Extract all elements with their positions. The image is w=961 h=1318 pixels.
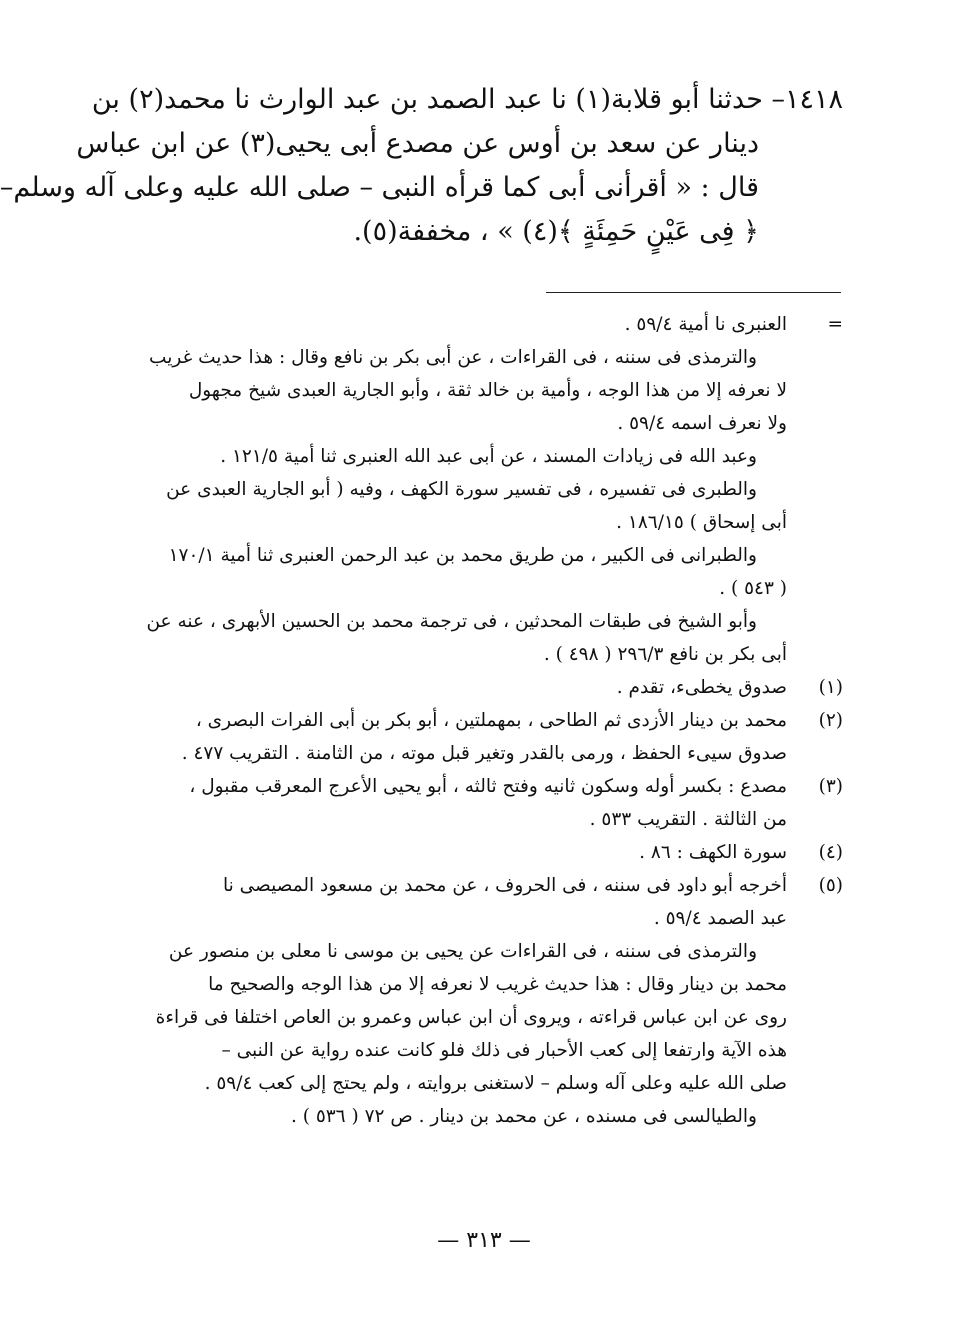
footnotes	[143, 308, 843, 1133]
footnote-line: وعبد الله فى زيادات المسند ، عن أبى عبد الله العنبرى ثنا أمية ١٢١/٥ .	[220, 446, 757, 467]
footnote-line: والطبرى فى تفسيره ، فى تفسير سورة الكهف ، وفيه ( أبو الجارية العبدى عن	[166, 479, 757, 500]
footnote-line: والطبرانى فى الكبير ، من طريق محمد بن عبد الرحمن العنبرى ثنا أمية ١٧٠/١	[168, 545, 757, 566]
footnote-line: ولا نعرف اسمه ٥٩/٤ .	[617, 413, 787, 434]
footnote-marker: (٣)	[818, 776, 843, 797]
footnote-1	[143, 671, 843, 704]
footnote-2	[143, 704, 843, 737]
footnote-text: صدوق سيىء الحفظ ، ورمى بالقدر وتغير قبل موته ، من الثامنة . التقريب ٤٧٧ .	[181, 743, 787, 764]
footnote-line: لا نعرفه إلا من هذا الوجه ، وأمية بن خالد ثقة ، وأبو الجارية العبدى شيخ مجهول	[188, 380, 787, 401]
hadith-line-1: ١٤١٨– حدثنا أبو قلابة(١) نا عبد الصمد بن عبد الوارث نا محمد(٢) بن	[91, 84, 843, 115]
hadith-line-3: قال : « أقرأنى أبى كما قرأه النبى – صلى الله عليه وعلى آله وسلم–	[0, 172, 759, 203]
footnote-text: مصدع : بكسر أوله وسكون ثانيه وفتح ثالثه ، أبو يحيى الأعرج المعرقب مقبول ،	[189, 776, 787, 797]
footnote-line: أبى إسحاق ) ١٨٦/١٥ .	[616, 512, 787, 533]
footnote-line: والترمذى فى سننه ، فى القراءات ، عن أبى بكر بن نافع وقال : هذا حديث غريب	[149, 347, 757, 368]
footnote-divider	[546, 292, 841, 293]
footnote-text: صدوق يخطىء، تقدم .	[616, 677, 787, 698]
footnote-3	[143, 770, 843, 803]
footnote-continuation	[143, 308, 843, 341]
footnote-text: سورة الكهف : ٨٦ .	[639, 842, 787, 863]
footnote-5	[143, 869, 843, 902]
footnote-line: ( ٥٤٣ ) .	[719, 578, 787, 599]
footnote-marker: (١)	[818, 677, 843, 698]
footnote-line: روى عن ابن عباس قراءته ، ويروى أن ابن عباس وعمرو بن العاص اختلفا فى قراءة	[155, 1007, 787, 1028]
footnote-line: هذه الآية وارتفعا إلى كعب الأحبار فى ذلك فلو كانت عنده رواية عن النبى –	[221, 1040, 787, 1061]
footnote-marker: (٤)	[818, 842, 843, 863]
footnote-line: محمد بن دينار وقال : هذا حديث غريب لا نعرفه إلا من هذا الوجه والصحيح ما	[208, 974, 787, 995]
continuation-marker: =	[827, 314, 843, 335]
footnote-text: عبد الصمد ٥٩/٤ .	[653, 908, 787, 929]
footnote-text: محمد بن دينار الأزدى ثم الطاحى ، بمهملتين ، أبو بكر بن أبى الفرات البصرى ،	[195, 710, 787, 731]
page-number: — ٣١٣ —	[437, 1228, 531, 1253]
footnote-line: العنبرى نا أمية ٥٩/٤ .	[624, 314, 787, 335]
footnote-text: أخرجه أبو داود فى سننه ، فى الحروف ، عن محمد بن مسعود المصيصى نا	[222, 875, 787, 896]
footnote-line: أبى بكر بن نافع ٢٩٦/٣ ( ٤٩٨ ) .	[543, 644, 787, 665]
footnote-line: وأبو الشيخ فى طبقات المحدثين ، فى ترجمة محمد بن الحسين الأبهرى ، عنه عن	[146, 611, 757, 632]
hadith-line-4: ﴿ فِى عَيْنٍ حَمِئَةٍ ﴾(٤) » ، مخففة(٥).	[353, 216, 759, 247]
footnote-marker: (٢)	[818, 710, 843, 731]
footnote-marker: (٥)	[818, 875, 843, 896]
footnote-4	[143, 836, 843, 869]
footnote-line: والطيالسى فى مسنده ، عن محمد بن دينار . ص ٧٢ ( ٥٣٦ ) .	[290, 1106, 757, 1127]
footnote-line: والترمذى فى سننه ، فى القراءات عن يحيى بن موسى نا معلى بن منصور عن	[168, 941, 757, 962]
footnote-text: من الثالثة . التقريب ٥٣٣ .	[589, 809, 787, 830]
hadith-text	[0, 78, 843, 254]
footnote-line: صلى الله عليه وعلى آله وسلم – لاستغنى بروايته ، ولم يحتج إلى كعب ٥٩/٤ .	[204, 1073, 787, 1094]
hadith-line-2: دينار عن سعد بن أوس عن مصدع أبى يحيى(٣) عن ابن عباس	[76, 128, 759, 159]
